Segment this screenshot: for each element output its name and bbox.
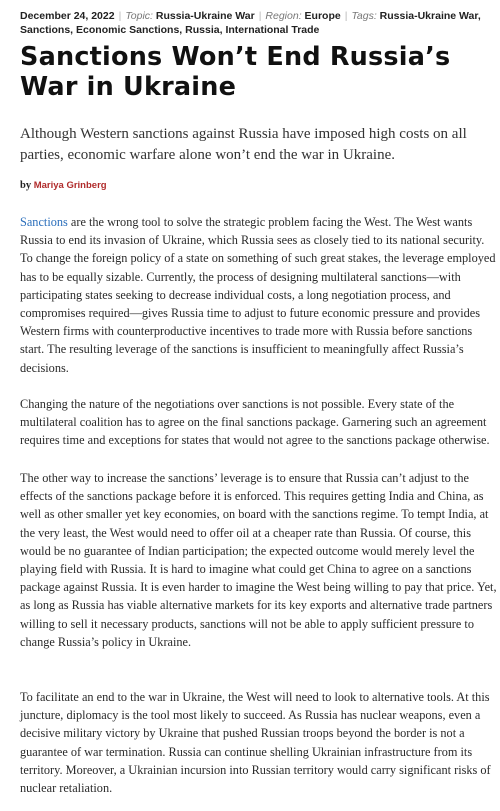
article-title: Sanctions Won’t End Russia’s War in Ukraine bbox=[20, 42, 451, 102]
article-paragraph: To facilitate an end to the war in Ukraine, the West will need to look to alternative tools. At this juncture, diplomacy is the tool most likely to succeed. As Russia has nuclear weapons, even a decisive military victory by Ukraine that pushed Russian troops beyond the border is not a guarantee of war termination. Russia can continue shelling Ukrainian infrastructure from its territory. Moreover, a Ukrainian incursion into Russian territory would carry significant risks of nuclear retaliation. bbox=[20, 690, 491, 796]
sanctions-link[interactable]: Sanctions bbox=[20, 215, 68, 229]
meta-separator: | bbox=[344, 10, 348, 22]
topic-link[interactable]: Russia-Ukraine War bbox=[155, 10, 255, 22]
article-dek: Although Western sanctions against Russia have imposed high costs on all parties, economic warfare alone won’t end the war in Ukraine. bbox=[20, 126, 467, 163]
paragraph-text: are the wrong tool to solve the strategic problem facing the West. The West wants Russia to end its invasion of Ukraine, which Russia sees as closely tied to its national security. To change the foreign policy of a state on something of such great stakes, the leverage employed has to be equally sizable. Currently, the process of designing multilateral sanctions—with participating states seeking to decrease individual costs, a long negotiation process, and compromises required—gives Russia time to adjust to future economic pressure and provides Western firms with counterproductive incentives to trade more with Russia before sanctions start. The resulting leverage of the sanctions is insufficient to meaningfully affect Russia’s decisions. bbox=[20, 215, 496, 375]
tag-link[interactable]: International Trade bbox=[225, 24, 320, 36]
publish-date: December 24, 2022 bbox=[20, 10, 115, 22]
byline bbox=[20, 180, 107, 191]
tag-link[interactable]: Economic Sanctions, bbox=[76, 24, 183, 36]
article-paragraph: Changing the nature of the negotiations over sanctions is not possible. Every state of the multilateral coalition has to agree on the final sanctions package. Garnering such an agreement requires time and exceptions for states that would not agree to the sanctions package otherwise. bbox=[20, 397, 490, 448]
author-link[interactable]: Mariya Grinberg bbox=[33, 180, 107, 191]
region-link[interactable]: Europe bbox=[304, 10, 341, 22]
meta-separator: | bbox=[118, 10, 122, 22]
tags-label: Tags: bbox=[351, 10, 377, 22]
tag-link[interactable]: Sanctions, bbox=[20, 24, 74, 36]
topic-label: Topic: bbox=[125, 10, 153, 22]
byline-prefix: by bbox=[20, 180, 32, 191]
region-label: Region: bbox=[265, 10, 302, 22]
article-paragraph bbox=[20, 213, 498, 377]
tag-link[interactable]: Russia, bbox=[185, 24, 223, 36]
tag-link[interactable]: Russia-Ukraine War, bbox=[379, 10, 481, 22]
meta-separator: | bbox=[258, 10, 262, 22]
article-meta bbox=[20, 9, 490, 37]
article-paragraph: The other way to increase the sanctions’ leverage is to ensure that Russia can’t adjust to the effects of the sanctions package before it is enforced. This requires getting India and China, as well as other smaller yet key economies, on board with the sanctions regime. To tempt India, at the very least, the West would need to offer oil at a cheaper rate than Russia. Of course, this would be no guarantee of Indian participation; the expected outcome would merely level the playing field with Russia. It is hard to imagine what could get China to agree on a sanctions package against Russia. It is even harder to imagine the West being willing to pay that price. Yet, as long as Russia has viable alternative markets for its key exports and alternative trade partners willing to sell it necessary products, sanctions will not be able to apply sufficient pressure to change Russia’s policy in Ukraine. bbox=[20, 471, 497, 649]
